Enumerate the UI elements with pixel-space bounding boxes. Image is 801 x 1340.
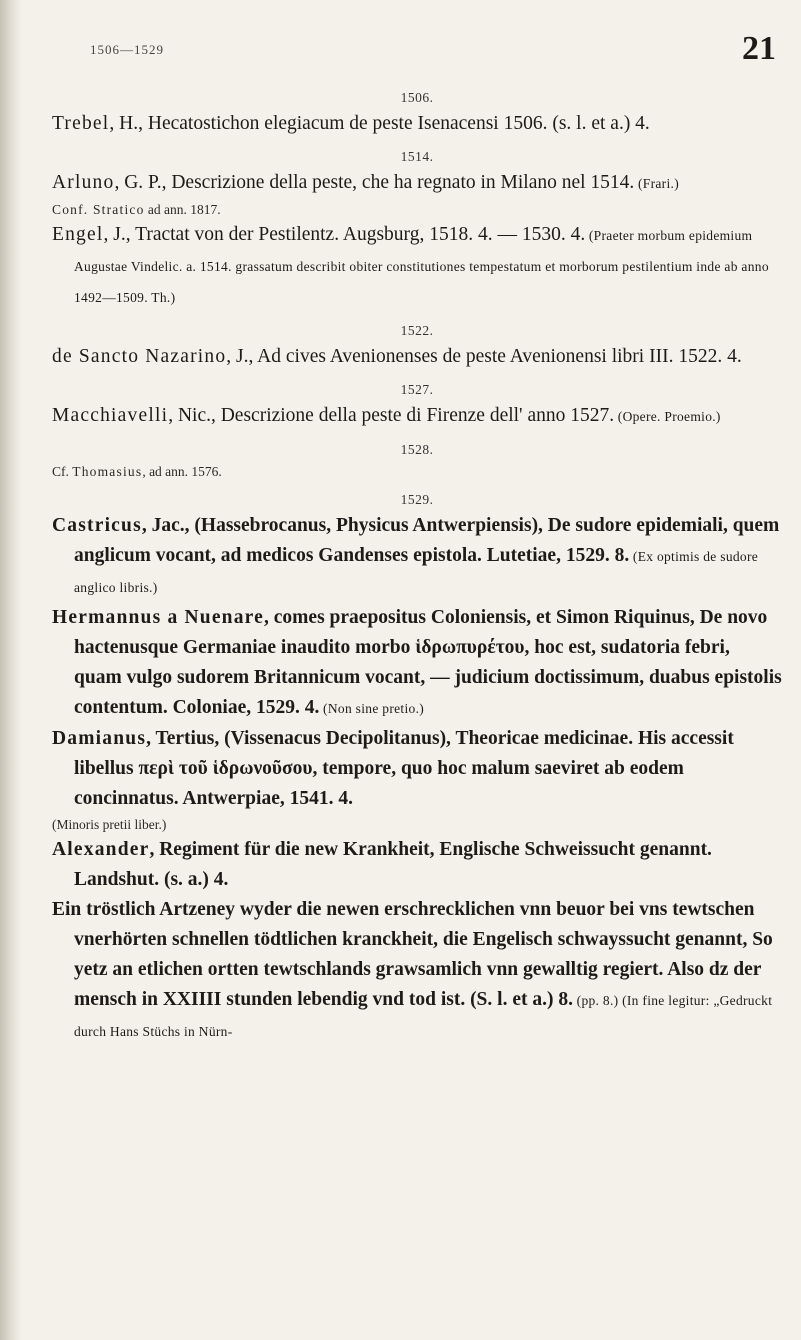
- entry-author: Engel: [52, 224, 104, 245]
- bibliography-entry: [52, 342, 782, 372]
- bibliography-entry: [52, 511, 782, 603]
- bibliography-entry: [52, 895, 782, 1047]
- note-author: Thomasius: [72, 464, 143, 479]
- entry-annotation: (Ex optimis de sudore anglico libris.): [74, 549, 759, 595]
- bibliography-entry: [52, 220, 782, 313]
- note-text: (Minoris pretii liber.): [52, 817, 167, 832]
- entry-text: , Regiment für die new Krankheit, Englische Schweissucht genannt. Landshut. (s. a.) 4.: [74, 839, 712, 890]
- note-text: , ad ann. 1576.: [142, 464, 222, 479]
- bibliography-entry: [52, 401, 782, 432]
- entry-text: Ein tröstlich Artzeney wyder die newen erschrecklichen vnn beuor bei vns tewtschen vnerhörten schnellen tödtlichen kranckheit, die Engelisch schwayssucht genannt, So yetz an etlichen ortten tewtschlands grawsamlich vnn gewalltig regiert. Also dz der mensch in XXIIII stunden lebendig vnd tod ist. (S. l. et a.) 8.: [52, 899, 773, 1010]
- entry-note: [52, 461, 782, 482]
- entry-text: , Nic., Descrizione della peste di Firenze dell' anno 1527.: [168, 405, 615, 426]
- year-heading: 1529.: [400, 492, 434, 507]
- entry-note: [52, 199, 782, 220]
- entry-author: Castricus: [52, 515, 142, 536]
- entry-text: , H., Hecatostichon elegiacum de peste Isenacensi 1506. (s. l. et a.) 4.: [109, 113, 650, 134]
- bibliography-entry: [52, 724, 782, 814]
- entry-author: Damianus: [52, 728, 147, 749]
- header-year-range: 1506—1529: [90, 42, 164, 57]
- entry-text: , Jac., (Hassebrocanus, Physicus Antwerpiensis), De sudore epidemiali, quem anglicum vocant, ad medicos Gandenses epistola. Lutetiae, 1529. 8.: [74, 515, 780, 566]
- note-prefix: Cf.: [52, 464, 73, 479]
- year-heading: 1522.: [400, 323, 434, 338]
- note-author: Conf. Stratico: [52, 202, 145, 217]
- year-heading: 1527.: [400, 382, 434, 397]
- entry-annotation: (pp. 8.) (In fine legitur: „Gedruckt durch Hans Stüchs in Nürn-: [74, 993, 773, 1039]
- year-heading: 1514.: [400, 149, 434, 164]
- note-text: ad ann. 1817.: [144, 202, 221, 217]
- book-page: [52, 0, 782, 1047]
- entry-annotation: (Praeter morbum epidemium Augustae Vindelic. a. 1514. grassatum describit obiter constitutiones tempestatum et morborum pestilentium inde ab anno 1492—1509. Th.): [74, 228, 769, 305]
- entry-annotation: (Frari.): [634, 176, 679, 191]
- entry-text: , comes praepositus Coloniensis, et Simon Riquinus, De novo hactenusque Germaniae inaudito morbo ἱδρωπυρέτου, hoc est, sudatoria febri, quam vulgo sudorem Britannicum vocant, — judicium doctissimum, duabus epistolis contentum. Coloniae, 1529. 4.: [74, 607, 782, 718]
- page-number: 21: [742, 30, 776, 67]
- running-header: [52, 0, 782, 80]
- bibliography-entry: [52, 109, 782, 139]
- bibliography-entry: [52, 168, 782, 199]
- bibliography-entry: [52, 603, 782, 724]
- entry-author: de Sancto Nazarino: [52, 346, 227, 367]
- year-heading: 1506.: [400, 90, 434, 105]
- entry-author: Macchiavelli: [52, 405, 169, 426]
- entry-annotation: (Non sine pretio.): [319, 701, 425, 716]
- bibliography-body: [52, 90, 782, 1047]
- entry-author: Alexander: [52, 839, 150, 860]
- page-gutter-shadow: [0, 0, 22, 1340]
- year-heading: 1528.: [400, 442, 434, 457]
- entry-author: Hermannus a Nuenare: [52, 607, 265, 628]
- entry-text: , J., Ad cives Avenionenses de peste Avenionensi libri III. 1522. 4.: [226, 346, 742, 367]
- bibliography-entry: [52, 835, 782, 895]
- entry-text: , G. P., Descrizione della peste, che ha regnato in Milano nel 1514.: [114, 172, 635, 193]
- entry-text: , Tertius, (Vissenacus Decipolitanus), Theoricae medicinae. His accessit libellus περὶ τοῦ ἱδρωνοῦσου, tempore, quo hoc malum saeviret ab eodem concinnatus. Antwerpiae, 1541. 4.: [74, 728, 734, 809]
- entry-text: , J., Tractat von der Pestilentz. Augsburg, 1518. 4. — 1530. 4.: [103, 224, 586, 245]
- entry-annotation: (Opere. Proemio.): [614, 409, 721, 424]
- entry-author: Arluno: [52, 172, 115, 193]
- entry-note: [52, 814, 782, 835]
- entry-author: Trebel: [52, 113, 110, 134]
